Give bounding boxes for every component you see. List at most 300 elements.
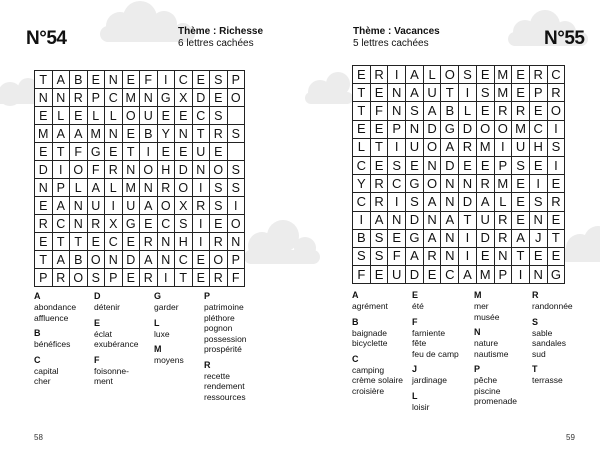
grid-cell[interactable]: P <box>388 120 406 138</box>
grid-cell[interactable]: E <box>529 156 547 174</box>
grid-cell[interactable]: A <box>406 66 424 84</box>
grid-cell[interactable]: S <box>87 269 105 287</box>
grid-cell[interactable]: S <box>512 156 530 174</box>
group-letter: C <box>352 353 359 364</box>
grid-cell[interactable]: E <box>512 193 530 211</box>
grid-cell[interactable]: R <box>459 138 477 156</box>
grid-cell[interactable]: P <box>494 266 512 284</box>
grid-cell[interactable]: D <box>175 161 193 179</box>
grid-cell[interactable]: O <box>122 107 140 125</box>
grid-cell[interactable]: S <box>210 179 228 197</box>
grid-cell[interactable]: E <box>512 175 530 193</box>
grid-cell[interactable]: E <box>210 215 228 233</box>
grid-cell[interactable]: P <box>87 89 105 107</box>
grid-cell[interactable]: N <box>441 175 459 193</box>
grid-cell[interactable]: L <box>459 102 477 120</box>
grid-cell[interactable]: E <box>35 107 53 125</box>
grid-cell[interactable]: U <box>87 197 105 215</box>
word-search-grid[interactable] <box>352 65 565 284</box>
grid-cell[interactable]: R <box>52 269 70 287</box>
grid-cell[interactable]: N <box>406 120 424 138</box>
grid-cell[interactable]: B <box>140 125 158 143</box>
grid-cell[interactable]: S <box>210 197 228 215</box>
grid-cell[interactable]: E <box>87 71 105 89</box>
grid-cell[interactable]: R <box>210 125 228 143</box>
grid-cell[interactable]: C <box>441 266 459 284</box>
hidden-word: cher <box>34 376 51 386</box>
grid-cell[interactable]: R <box>370 175 388 193</box>
grid-cell[interactable]: I <box>140 143 158 161</box>
grid-cell[interactable]: A <box>423 229 441 247</box>
grid-cell[interactable]: U <box>388 266 406 284</box>
grid-cell[interactable]: S <box>175 215 193 233</box>
grid-cell[interactable]: E <box>122 269 140 287</box>
grid-cell[interactable]: E <box>175 107 193 125</box>
grid-cell[interactable]: O <box>157 197 175 215</box>
grid-cell[interactable]: N <box>70 197 88 215</box>
grid-cell[interactable]: P <box>35 269 53 287</box>
grid-cell[interactable]: I <box>547 120 565 138</box>
grid-cell[interactable]: N <box>105 71 123 89</box>
grid-cell[interactable]: E <box>35 143 53 161</box>
grid-cell[interactable]: R <box>423 247 441 265</box>
puzzle-number: N°54 <box>26 28 67 49</box>
grid-cell[interactable]: M <box>87 125 105 143</box>
grid-cell[interactable]: F <box>227 269 245 287</box>
grid-cell[interactable]: O <box>210 251 228 269</box>
grid-cell[interactable]: A <box>459 266 477 284</box>
grid-cell[interactable]: I <box>459 247 477 265</box>
grid-cell[interactable]: E <box>547 175 565 193</box>
grid-cell[interactable]: R <box>494 211 512 229</box>
grid-cell[interactable]: N <box>441 247 459 265</box>
grid-cell[interactable]: G <box>157 89 175 107</box>
grid-cell[interactable]: R <box>70 89 88 107</box>
grid-cell[interactable]: O <box>441 66 459 84</box>
grid-cell[interactable]: R <box>140 269 158 287</box>
grid-cell[interactable]: L <box>70 179 88 197</box>
grid-cell[interactable]: T <box>370 138 388 156</box>
grid-cell[interactable]: T <box>353 102 371 120</box>
grid-cell[interactable]: F <box>70 143 88 161</box>
grid-cell[interactable]: E <box>35 197 53 215</box>
group-letter: A <box>352 290 359 300</box>
grid-cell[interactable]: U <box>140 107 158 125</box>
grid-cell[interactable]: F <box>388 247 406 265</box>
grid-cell[interactable]: O <box>227 215 245 233</box>
grid-cell[interactable]: A <box>52 125 70 143</box>
grid-cell[interactable]: G <box>547 266 565 284</box>
grid-cell[interactable]: L <box>353 138 371 156</box>
grid-cell[interactable]: C <box>353 156 371 174</box>
grid-cell[interactable]: M <box>494 66 512 84</box>
grid-cell[interactable]: A <box>406 84 424 102</box>
grid-cell[interactable]: E <box>512 84 530 102</box>
grid-cell[interactable]: T <box>70 233 88 251</box>
grid-cell[interactable]: S <box>227 125 245 143</box>
grid-cell[interactable]: T <box>459 211 477 229</box>
grid-cell[interactable]: E <box>175 143 193 161</box>
grid-cell[interactable]: U <box>406 138 424 156</box>
grid-cell[interactable]: O <box>70 269 88 287</box>
grid-cell[interactable]: T <box>441 84 459 102</box>
grid-cell[interactable]: R <box>35 215 53 233</box>
grid-cell[interactable]: I <box>547 156 565 174</box>
grid-cell[interactable]: F <box>353 266 371 284</box>
grid-cell[interactable]: U <box>122 197 140 215</box>
grid-cell[interactable]: L <box>494 193 512 211</box>
grid-cell[interactable]: O <box>476 120 494 138</box>
grid-cell[interactable]: M <box>494 84 512 102</box>
grid-cell[interactable]: N <box>529 211 547 229</box>
grid-cell[interactable]: J <box>529 229 547 247</box>
grid-cell[interactable]: I <box>52 161 70 179</box>
grid-cell[interactable]: C <box>388 175 406 193</box>
grid-cell[interactable]: D <box>459 193 477 211</box>
grid-cell[interactable]: S <box>227 179 245 197</box>
grid-cell[interactable]: P <box>105 269 123 287</box>
grid-cell[interactable]: I <box>192 215 210 233</box>
grid-cell[interactable]: D <box>406 211 424 229</box>
grid-row <box>35 161 245 179</box>
grid-cell[interactable]: D <box>192 89 210 107</box>
grid-cell[interactable]: U <box>192 143 210 161</box>
grid-cell[interactable]: E <box>122 71 140 89</box>
grid-cell[interactable]: T <box>512 247 530 265</box>
grid-cell[interactable]: P <box>494 156 512 174</box>
grid-cell[interactable]: I <box>157 269 175 287</box>
grid-cell[interactable]: A <box>441 211 459 229</box>
grid-cell[interactable]: X <box>105 215 123 233</box>
grid-cell[interactable]: S <box>370 229 388 247</box>
grid-cell[interactable]: D <box>122 251 140 269</box>
grid-cell[interactable]: N <box>157 233 175 251</box>
grid-cell[interactable]: F <box>140 71 158 89</box>
grid-cell[interactable]: O <box>70 161 88 179</box>
grid-cell[interactable]: S <box>406 102 424 120</box>
grid-cell[interactable]: U <box>512 138 530 156</box>
grid-cell[interactable]: T <box>192 125 210 143</box>
grid-cell[interactable]: E <box>388 229 406 247</box>
letter-group <box>532 364 600 386</box>
grid-cell[interactable]: D <box>441 156 459 174</box>
grid-cell[interactable]: T <box>52 233 70 251</box>
grid-cell[interactable]: E <box>87 233 105 251</box>
grid-cell[interactable]: E <box>459 156 477 174</box>
grid-cell[interactable]: T <box>35 251 53 269</box>
grid-cell[interactable]: G <box>406 229 424 247</box>
grid-cell[interactable]: A <box>52 71 70 89</box>
grid-cell[interactable]: N <box>140 179 158 197</box>
grid-cell[interactable]: E <box>192 251 210 269</box>
grid-cell[interactable]: I <box>512 266 530 284</box>
hidden-word: camping <box>352 364 385 375</box>
grid-cell[interactable]: A <box>52 197 70 215</box>
grid-cell[interactable]: U <box>476 211 494 229</box>
grid-cell[interactable]: M <box>512 120 530 138</box>
grid-cell[interactable]: G <box>122 215 140 233</box>
grid-cell[interactable]: O <box>423 138 441 156</box>
grid-cell[interactable]: R <box>140 233 158 251</box>
grid-cell[interactable]: B <box>70 71 88 89</box>
grid-cell[interactable]: O <box>547 102 565 120</box>
grid-cell[interactable]: N <box>35 179 53 197</box>
grid-cell[interactable]: M <box>494 175 512 193</box>
grid-cell[interactable]: N <box>494 247 512 265</box>
grid-cell[interactable]: S <box>210 71 228 89</box>
grid-cell[interactable]: D <box>406 266 424 284</box>
grid-cell[interactable]: H <box>529 138 547 156</box>
grid-cell[interactable]: S <box>547 138 565 156</box>
grid-cell[interactable]: R <box>476 175 494 193</box>
grid-cell[interactable]: O <box>87 251 105 269</box>
grid-cell[interactable]: N <box>35 89 53 107</box>
grid-cell[interactable]: R <box>370 193 388 211</box>
grid-cell[interactable]: I <box>494 138 512 156</box>
grid-cell[interactable]: D <box>423 120 441 138</box>
grid-cell[interactable]: A <box>476 193 494 211</box>
grid-cell[interactable]: X <box>175 89 193 107</box>
grid-cell[interactable]: O <box>140 161 158 179</box>
grid-cell[interactable]: E <box>406 156 424 174</box>
grid-cell[interactable]: I <box>353 211 371 229</box>
grid-cell[interactable]: E <box>353 120 371 138</box>
grid-cell[interactable]: L <box>52 107 70 125</box>
grid-cell[interactable]: E <box>192 269 210 287</box>
grid-cell[interactable] <box>227 143 245 161</box>
grid-cell[interactable]: N <box>122 161 140 179</box>
grid-cell[interactable]: D <box>35 161 53 179</box>
grid-cell[interactable]: C <box>529 120 547 138</box>
grid-cell[interactable]: M <box>35 125 53 143</box>
grid-cell[interactable]: N <box>52 89 70 107</box>
grid-cell[interactable]: A <box>140 251 158 269</box>
grid-cell[interactable]: S <box>353 247 371 265</box>
grid-cell[interactable]: N <box>388 102 406 120</box>
grid-cell[interactable]: I <box>227 197 245 215</box>
grid-cell[interactable]: P <box>227 71 245 89</box>
grid-cell[interactable]: I <box>529 175 547 193</box>
grid-cell[interactable]: N <box>175 125 193 143</box>
grid-cell[interactable]: N <box>459 175 477 193</box>
grid-cell[interactable]: E <box>476 66 494 84</box>
grid-cell[interactable]: I <box>192 233 210 251</box>
grid-cell[interactable]: T <box>52 143 70 161</box>
grid-cell[interactable]: E <box>157 143 175 161</box>
grid-cell[interactable]: N <box>423 211 441 229</box>
grid-cell[interactable]: P <box>52 179 70 197</box>
grid-cell[interactable]: A <box>140 197 158 215</box>
group-letter: L <box>412 390 418 401</box>
grid-cell[interactable]: N <box>423 156 441 174</box>
grid-cell[interactable]: C <box>175 251 193 269</box>
grid-cell[interactable]: M <box>476 266 494 284</box>
grid-cell[interactable]: I <box>105 197 123 215</box>
grid-cell[interactable]: F <box>370 102 388 120</box>
grid-cell[interactable]: R <box>529 66 547 84</box>
grid-cell[interactable]: N <box>388 211 406 229</box>
grid-cell[interactable]: R <box>105 161 123 179</box>
grid-cell[interactable]: E <box>476 247 494 265</box>
grid-cell[interactable]: C <box>105 89 123 107</box>
grid-cell[interactable]: E <box>370 266 388 284</box>
grid-cell[interactable]: I <box>157 71 175 89</box>
grid-cell[interactable]: P <box>227 251 245 269</box>
grid-cell[interactable]: A <box>406 247 424 265</box>
grid-cell[interactable]: E <box>423 266 441 284</box>
grid-cell[interactable]: S <box>210 107 228 125</box>
grid-cell[interactable]: A <box>52 251 70 269</box>
grid-cell[interactable]: N <box>529 266 547 284</box>
grid-cell[interactable]: R <box>210 269 228 287</box>
grid-cell[interactable]: L <box>105 179 123 197</box>
grid-cell[interactable]: E <box>210 143 228 161</box>
grid-cell[interactable]: N <box>388 84 406 102</box>
grid-cell[interactable]: N <box>157 251 175 269</box>
grid-cell[interactable]: E <box>210 89 228 107</box>
grid-cell[interactable]: B <box>70 251 88 269</box>
grid-cell[interactable]: H <box>175 233 193 251</box>
grid-cell[interactable]: C <box>192 107 210 125</box>
group-letter: D <box>94 291 101 301</box>
grid-cell[interactable]: S <box>370 247 388 265</box>
grid-cell[interactable]: S <box>459 66 477 84</box>
grid-cell[interactable]: M <box>122 179 140 197</box>
grid-cell[interactable]: E <box>370 84 388 102</box>
grid-cell[interactable]: N <box>105 251 123 269</box>
grid-cell[interactable]: G <box>87 143 105 161</box>
grid-cell[interactable]: B <box>353 229 371 247</box>
grid-cell[interactable]: E <box>370 156 388 174</box>
grid-cell[interactable]: S <box>476 84 494 102</box>
grid-cell[interactable]: O <box>175 179 193 197</box>
grid-cell[interactable]: N <box>441 193 459 211</box>
grid-cell[interactable]: E <box>529 247 547 265</box>
grid-cell[interactable]: A <box>423 193 441 211</box>
grid-cell[interactable]: A <box>70 125 88 143</box>
grid-cell[interactable]: E <box>476 102 494 120</box>
grid-cell[interactable]: E <box>512 211 530 229</box>
grid-cell[interactable]: E <box>370 120 388 138</box>
grid-cell[interactable]: R <box>192 197 210 215</box>
grid-cell[interactable]: O <box>227 89 245 107</box>
hidden-word: abondance <box>34 302 77 312</box>
grid-cell[interactable]: D <box>476 229 494 247</box>
grid-cell[interactable]: R <box>157 179 175 197</box>
grid-cell[interactable]: R <box>512 102 530 120</box>
grid-cell[interactable]: C <box>547 66 565 84</box>
grid-cell[interactable]: L <box>423 66 441 84</box>
grid-cell[interactable]: A <box>87 179 105 197</box>
grid-cell[interactable]: N <box>105 125 123 143</box>
grid-cell[interactable]: S <box>227 161 245 179</box>
grid-cell[interactable]: E <box>140 215 158 233</box>
grid-cell[interactable]: B <box>441 102 459 120</box>
grid-cell[interactable]: I <box>459 229 477 247</box>
grid-cell[interactable]: E <box>512 66 530 84</box>
grid-cell[interactable]: T <box>122 143 140 161</box>
grid-cell[interactable]: G <box>406 175 424 193</box>
grid-cell[interactable]: R <box>547 84 565 102</box>
grid-cell[interactable]: U <box>423 84 441 102</box>
grid-cell[interactable]: N <box>70 215 88 233</box>
grid-cell[interactable] <box>227 107 245 125</box>
grid-cell[interactable]: I <box>388 66 406 84</box>
grid-cell[interactable]: F <box>87 161 105 179</box>
grid-cell[interactable]: E <box>35 233 53 251</box>
grid-cell[interactable]: X <box>175 197 193 215</box>
grid-cell[interactable]: D <box>459 120 477 138</box>
grid-cell[interactable]: E <box>353 66 371 84</box>
grid-cell[interactable]: A <box>423 102 441 120</box>
grid-cell[interactable]: E <box>547 247 565 265</box>
grid-cell[interactable]: N <box>140 89 158 107</box>
grid-cell[interactable]: E <box>70 107 88 125</box>
word-search-grid[interactable] <box>34 70 245 287</box>
grid-cell[interactable]: A <box>370 211 388 229</box>
grid-cell[interactable]: T <box>175 269 193 287</box>
grid-cell[interactable]: C <box>175 71 193 89</box>
grid-cell[interactable]: R <box>87 215 105 233</box>
grid-cell[interactable]: R <box>494 229 512 247</box>
grid-cell[interactable]: I <box>459 84 477 102</box>
grid-cell[interactable]: C <box>157 215 175 233</box>
grid-cell[interactable]: R <box>210 233 228 251</box>
grid-cell[interactable]: C <box>52 215 70 233</box>
grid-cell[interactable]: C <box>105 233 123 251</box>
grid-cell[interactable]: S <box>406 193 424 211</box>
grid-cell[interactable]: T <box>353 84 371 102</box>
grid-cell[interactable]: E <box>157 107 175 125</box>
grid-cell[interactable]: E <box>547 211 565 229</box>
grid-cell[interactable]: E <box>122 125 140 143</box>
grid-cell[interactable]: T <box>547 229 565 247</box>
grid-cell[interactable]: I <box>388 138 406 156</box>
grid-cell[interactable]: N <box>227 233 245 251</box>
grid-cell[interactable]: N <box>192 161 210 179</box>
grid-cell[interactable]: T <box>35 71 53 89</box>
grid-cell[interactable]: E <box>105 143 123 161</box>
grid-cell[interactable]: G <box>441 120 459 138</box>
grid-cell[interactable]: O <box>423 175 441 193</box>
grid-cell[interactable]: N <box>441 229 459 247</box>
grid-cell[interactable]: R <box>494 102 512 120</box>
grid-cell[interactable]: O <box>494 120 512 138</box>
grid-cell[interactable]: E <box>476 156 494 174</box>
grid-cell[interactable]: A <box>441 138 459 156</box>
grid-cell[interactable]: E <box>122 233 140 251</box>
grid-cell[interactable]: L <box>105 107 123 125</box>
grid-cell[interactable]: I <box>192 179 210 197</box>
grid-cell[interactable]: A <box>512 229 530 247</box>
grid-cell[interactable]: P <box>529 84 547 102</box>
grid-cell[interactable]: M <box>122 89 140 107</box>
grid-cell[interactable]: E <box>192 71 210 89</box>
grid-cell[interactable]: S <box>388 156 406 174</box>
grid-cell[interactable]: R <box>370 66 388 84</box>
grid-cell[interactable]: Y <box>353 175 371 193</box>
grid-cell[interactable]: L <box>87 107 105 125</box>
grid-cell[interactable]: R <box>547 193 565 211</box>
grid-cell[interactable]: I <box>388 193 406 211</box>
grid-cell[interactable]: O <box>210 161 228 179</box>
grid-cell[interactable]: M <box>476 138 494 156</box>
grid-cell[interactable]: H <box>157 161 175 179</box>
grid-cell[interactable]: E <box>529 102 547 120</box>
grid-cell[interactable]: C <box>353 193 371 211</box>
grid-cell[interactable]: Y <box>157 125 175 143</box>
grid-cell[interactable]: S <box>529 193 547 211</box>
